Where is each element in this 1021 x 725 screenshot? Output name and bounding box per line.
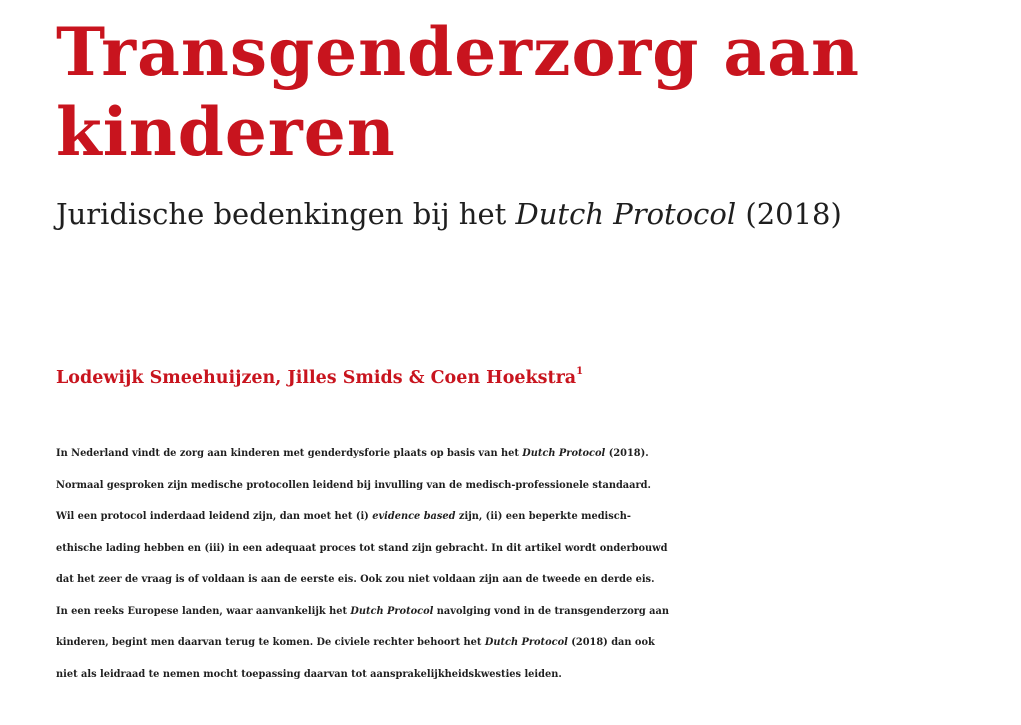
abstract-emphasis: Dutch Protocol: [484, 637, 568, 648]
abstract-text: (2018) dan ook: [567, 637, 655, 648]
abstract-line-8: niet als leidraad te nemen mocht toepassing daarvan tot aansprakelijkheidskwesties leiden.: [56, 668, 562, 680]
abstract-text: In een reeks Europese landen, waar aanvankelijk het: [56, 605, 351, 617]
abstract-emphasis: evidence based: [372, 511, 456, 522]
subtitle-protocol-name: Dutch Protocol: [515, 197, 737, 231]
abstract-line-7: [56, 629, 996, 661]
abstract-text: navolging vond in de transgenderzorg aan: [433, 605, 669, 617]
abstract-text: In Nederland vindt de zorg aan kinderen met genderdysforie plaats op basis van het: [56, 448, 523, 459]
abstract-line-3: [56, 503, 996, 535]
subtitle-text: Juridische bedenkingen bij het: [56, 197, 516, 231]
abstract-text: Wil een protocol inderdaad leidend zijn, dan moet het (i): [56, 511, 373, 522]
subtitle-year: (2018): [736, 197, 842, 231]
abstract-line-4: ethische lading hebben en (iii) in een adequaat proces tot stand zijn gebracht. In dit artikel wordt onderbouwd: [56, 542, 668, 554]
abstract-text: kinderen, begint men daarvan terug te komen. De civiele rechter behoort het: [56, 637, 485, 648]
article-subtitle: [56, 192, 996, 236]
abstract-line-2: Normaal gesproken zijn medische protocollen leidend bij invulling van de medisch-professionele standaard.: [56, 479, 651, 491]
abstract: [56, 440, 996, 692]
footnote-reference[interactable]: 1: [576, 366, 584, 377]
abstract-text: zijn, (ii) een beperkte medisch-: [455, 511, 631, 522]
abstract-line-6: [56, 598, 996, 630]
abstract-text: (2018).: [605, 448, 649, 459]
abstract-line-1: [56, 440, 996, 472]
abstract-emphasis: Dutch Protocol: [350, 605, 434, 617]
author-names: Lodewijk Smeehuijzen, Jilles Smids & Coen Hoekstra: [56, 367, 577, 388]
abstract-emphasis: Dutch Protocol: [522, 448, 606, 459]
abstract-line-5: dat het zeer de vraag is of voldaan is aan de eerste eis. Ook zou niet voldaan zijn aan de tweede en derde eis.: [56, 574, 655, 585]
article-title: Transgenderzorg aan kinderen: [56, 13, 860, 171]
author-line: [56, 360, 956, 392]
